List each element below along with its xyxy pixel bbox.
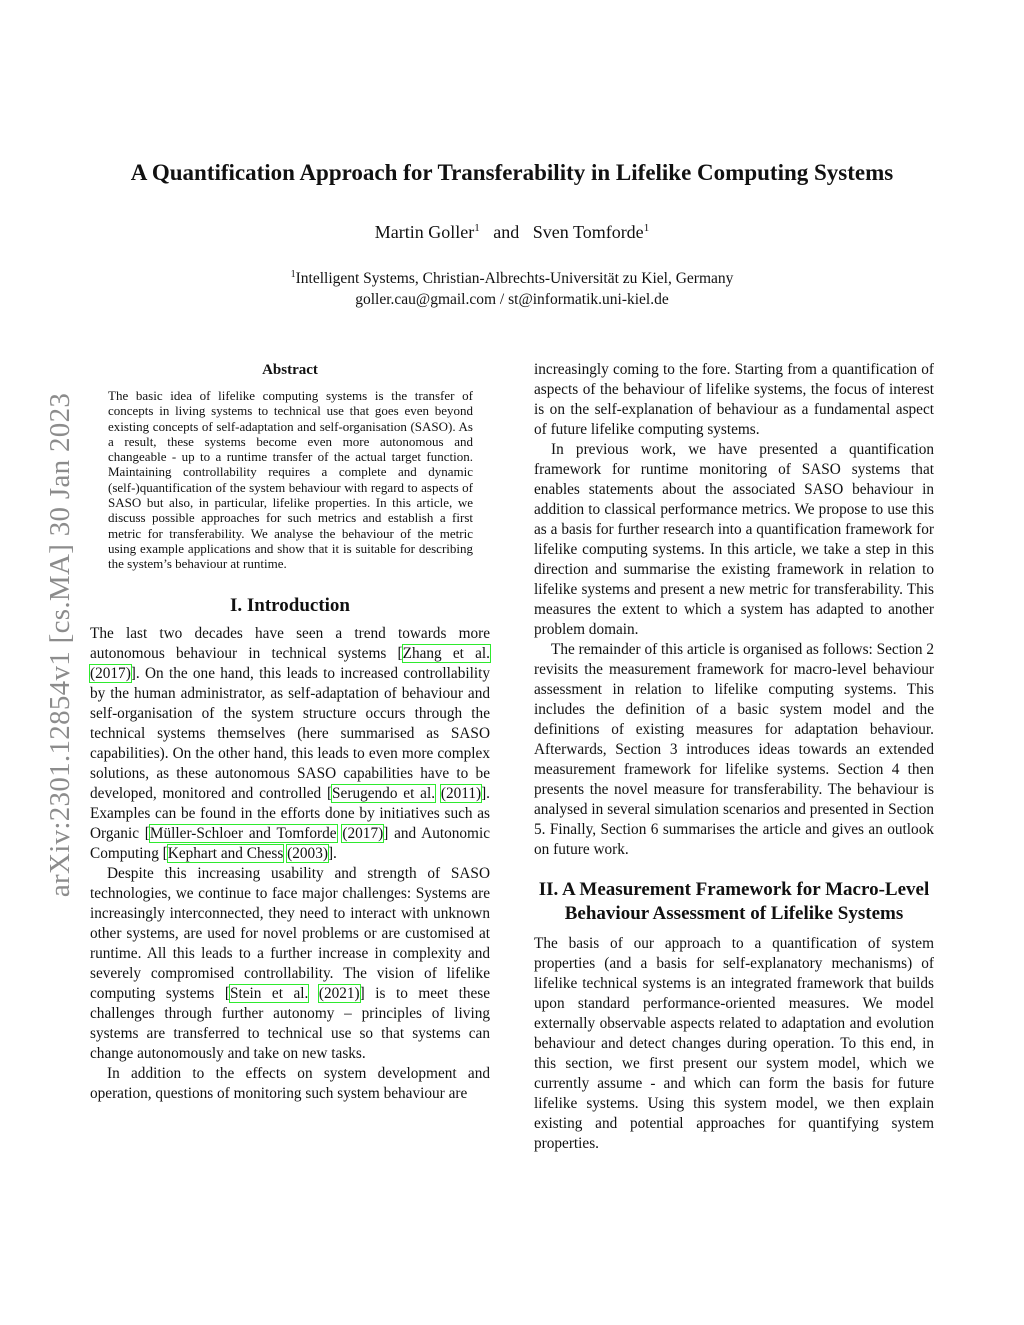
introduction-heading: I. Introduction — [229, 594, 350, 616]
citation-link[interactable]: (2011) — [440, 784, 482, 802]
author-name: Martin Goller — [374, 222, 475, 242]
citation-link[interactable]: Kephart and Chess — [167, 844, 284, 862]
affiliation-text: Intelligent Systems, Christian-Albrechts-Universität zu Kiel, Germany — [295, 270, 734, 288]
citation-link[interactable]: Zhang et al. — [402, 644, 490, 662]
section-2-heading: II. A Measurement Framework for Macro-Level Behaviour Assessment of Lifelike Systems — [538, 879, 930, 924]
left-column — [90, 362, 490, 1104]
author-affiliation-mark: 1 — [474, 222, 480, 234]
intro-paragraph: The last two decades have seen a trend towards more autonomous behaviour in technical systems [Zhang et al. (2017)]. On the one hand, this leads to increased controllability by the human administrator, as self-adaptation of behaviour and self-organisation of the system structure occurs through the technical systems themselves (here summarised as SASO capabilities). On the other hand, this leads to even more complex solutions, as these autonomous SASO capabilities have to be developed, monitored and controlled [Serugendo et al. (2011)]. Examples can be found in the efforts done by initiatives such as Organic [Müller-Schloer and Tomforde (2017)] and Autonomic Computing [Kephart and Chess (2003)]. — [90, 624, 490, 862]
intro-paragraph: The remainder of this article is organised as follows: Section 2 revisits the measurement framework for macro-level behaviour assessment in relation to lifelike computing systems. This includes the definition of a basic system model and the definitions of existing measures for adaptation behaviour. Afterwards, Section 3 introduces ideas towards an extended measurement framework for lifelike systems. Section 4 then presents the novel measure for transferability. The behaviour is analysed in several simulation scenarios and presented in Section 5. Finally, Section 6 summarises the article and gives an outlook on future work. — [534, 641, 934, 858]
affiliation — [0, 264, 1024, 310]
author-emails: goller.cau@gmail.com / st@informatik.uni-kiel.de — [355, 291, 669, 309]
abstract-heading: Abstract — [262, 362, 318, 378]
author-affiliation-mark: 1 — [643, 222, 650, 234]
author-separator: and — [493, 222, 520, 242]
citation-link[interactable]: (2021) — [318, 984, 360, 1002]
citation-link[interactable]: (2017) — [342, 824, 384, 842]
intro-paragraph: In addition to the effects on system development and operation, questions of monitoring such system behaviour are — [90, 1064, 490, 1102]
abstract-text: The basic idea of lifelike computing systems is the transfer of concepts in living systems to technical use that goes even beyond existing concepts of self-adaptation and self-organisation (SASO). As a result, these systems become even more autonomous and changeable - up to a runtime transfer of the actual target function. Maintaining controllability requires a complete and dynamic (self-)quantification of the system behaviour with regard to aspects of SASO but also, in particular, lifelike properties. In this article, we discuss possible approaches for such metrics and establish a first metric for transferability. We analyse the behaviour of the metric using example applications and show that it is suitable for describing the system’s behaviour at runtime. — [108, 388, 473, 572]
citation-link[interactable]: Serugendo et al. — [332, 784, 436, 802]
intro-paragraph: In previous work, we have presented a quantification framework for runtime monitoring of SASO systems that enables statements about the associated SASO behaviour in addition to classical performance metrics. We propose to use this as a basis for further research into a quantification framework for lifelike computing systems. In this article, we take a step in this direction and summarise the existing framework in relation to lifelike systems and present a new metric for transferability. This measures the extent to which a system has adapted to another problem domain. — [534, 441, 934, 638]
citation-link[interactable]: (2003) — [287, 844, 328, 862]
intro-paragraph: Despite this increasing usability and strength of SASO technologies, we continue to face major challenges: Systems are increasingly interconnected, they need to interact with unknown other systems, are used for novel problems or are customised at runtime. All this leads to a further increase in complexity and severely compromised controllability. The vision of lifelike computing systems [Stein et al. (2021)] is to meet these challenges through further autonomy – principles of living systems are transferred to technical use so that systems can change autonomously and take on new tasks. — [90, 864, 491, 1062]
citation-link[interactable]: (2017) — [90, 664, 131, 682]
intro-paragraph-continued: increasingly coming to the fore. Starting from a quantification of aspects of the behaviour of lifelike systems, the focus of interest is on the self-explanation of behaviour as a fundamental aspect of future lifelike computing systems. — [534, 361, 934, 438]
right-column — [534, 360, 934, 1154]
paper-title: A Quantification Approach for Transferability in Lifelike Computing Systems — [130, 160, 894, 185]
arxiv-identifier: arXiv:2301.12854v1 [cs.MA] 30 Jan 2023 — [44, 392, 76, 898]
citation-link[interactable]: Stein et al. — [229, 984, 309, 1002]
author-name: Sven Tomforde — [532, 222, 644, 242]
affiliation-mark: 1 — [290, 269, 296, 280]
citation-link[interactable]: Müller-Schloer and Tomforde — [149, 824, 337, 842]
author-line — [0, 222, 1024, 243]
section-2-paragraph: The basis of our approach to a quantification of system properties (and a basis for self-explanatory mechanisms) of lifelike technical systems is an integrated framework that builds upon standard performance-oriented measures. We model externally observable aspects related to adaptation and evolution behaviour and detect changes during operation. To this end, in this section, we first present our system model, which we currently assume - and which can form the basis for future lifelike systems. Using this system model, we then explain existing and potential approaches for quantifying system properties. — [534, 935, 934, 1152]
